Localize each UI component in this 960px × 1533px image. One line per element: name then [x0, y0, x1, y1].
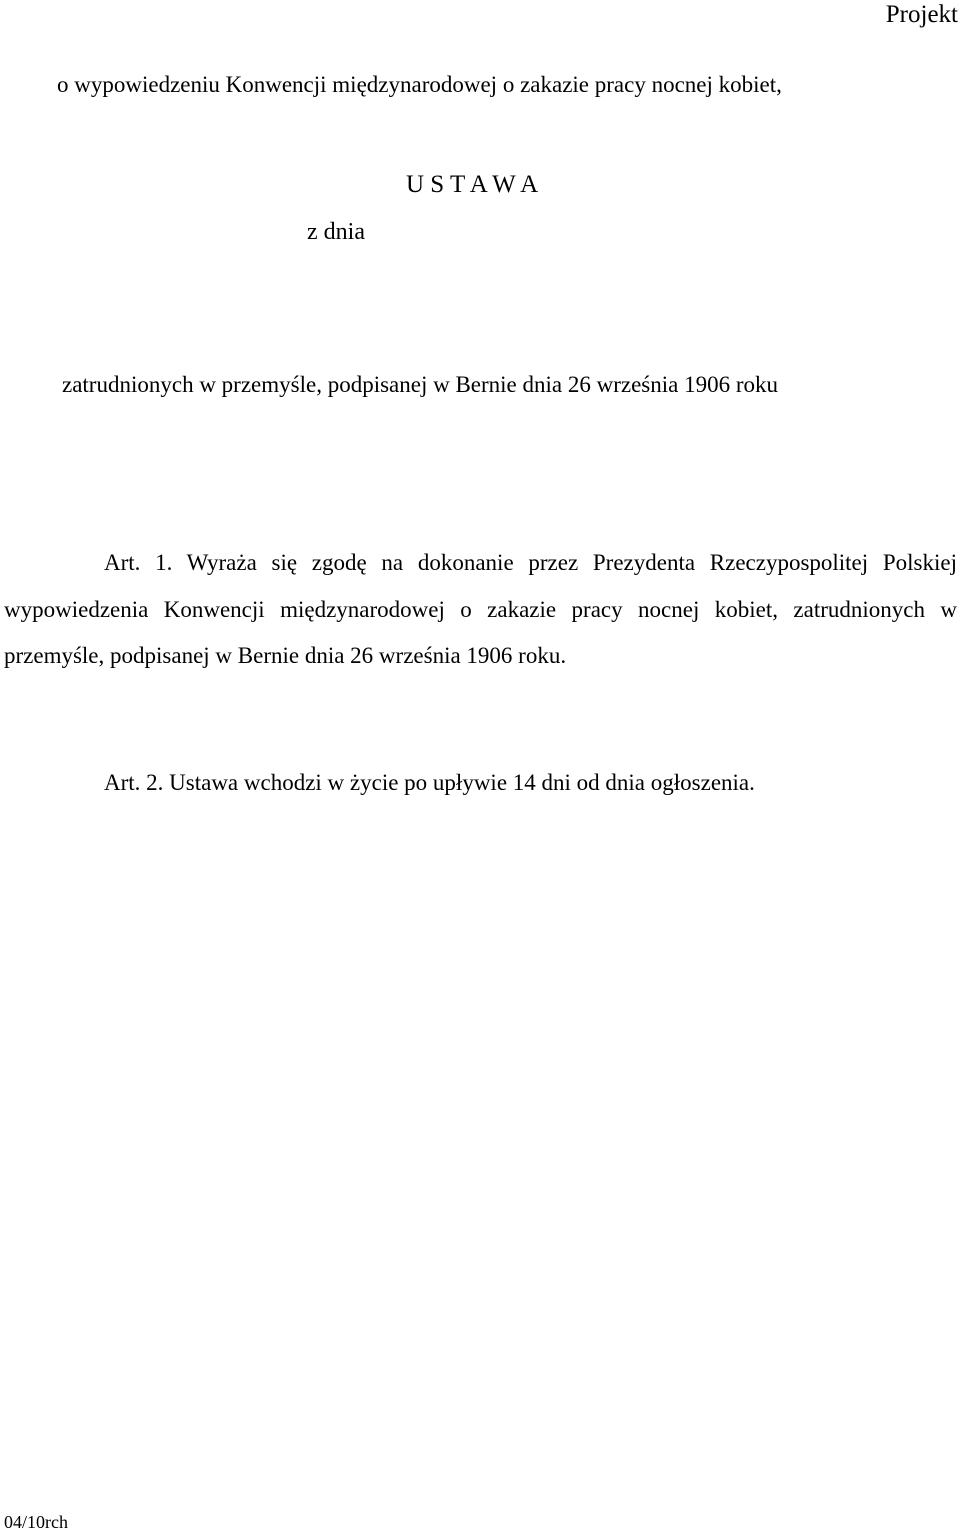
subject-line-2: zatrudnionych w przemyśle, podpisanej w Bernie dnia 26 września 1906 roku [62, 372, 778, 397]
document-date: z dnia [307, 219, 365, 245]
document-type-title: U S T A W A [406, 171, 539, 198]
article-2: Art. 2. Ustawa wchodzi w życie po upływie 14 dni od dnia ogłoszenia. [104, 770, 755, 795]
project-label: Projekt [885, 1, 958, 28]
article-1: Art. 1. Wyraża się zgodę na dokonanie przez Prezydenta Rzeczypospolitej Polskiej wypowiedzenia Konwencji międzynarodowej o zakazie pracy nocnej kobiet, zatrudnionych w przemyśle, podpisanej w Bernie dnia 26 września 1906 roku. [4, 550, 957, 668]
footer-document-code: 04/10rch [4, 1512, 68, 1532]
subject-line-1: o wypowiedzeniu Konwencji międzynarodowej o zakazie pracy nocnej kobiet, [57, 72, 782, 97]
